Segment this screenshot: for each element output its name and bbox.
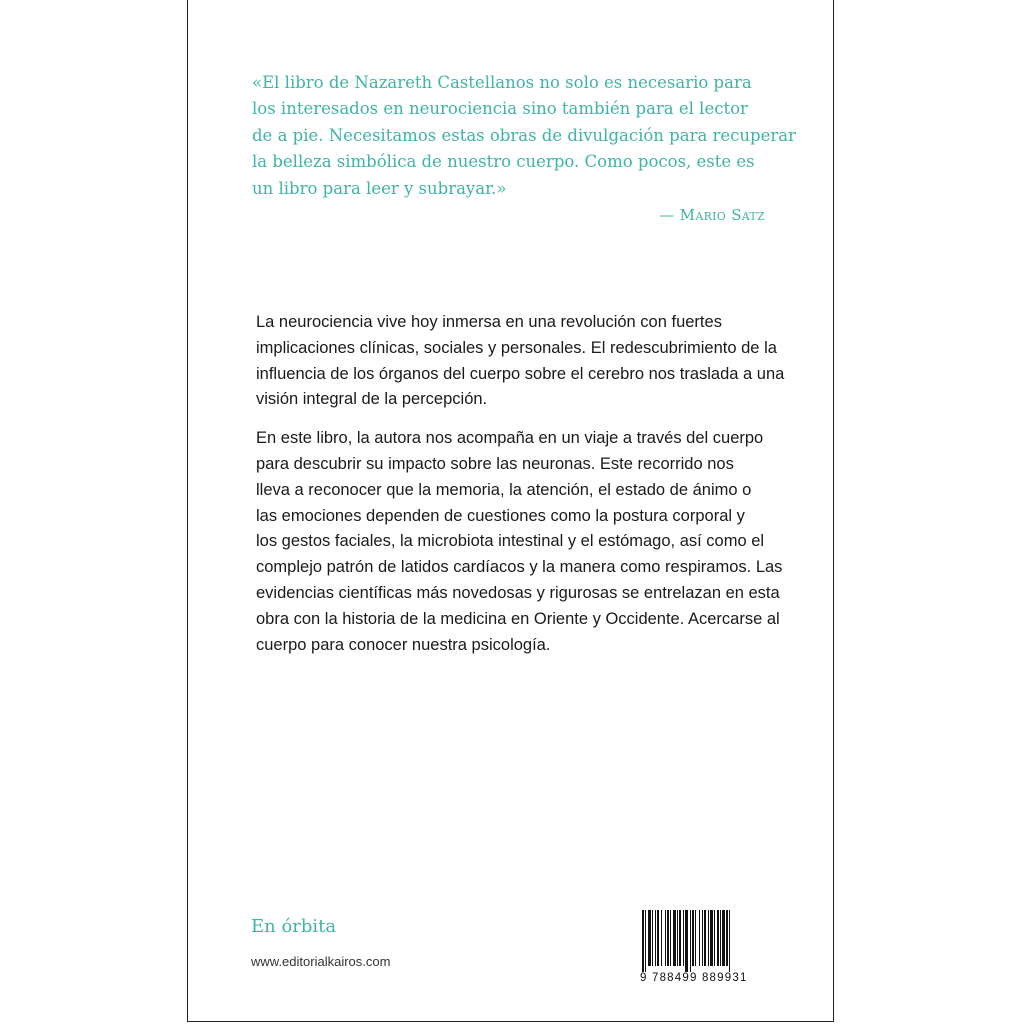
description-line: La neurociencia vive hoy inmersa en una revolución con fuertes	[256, 313, 722, 331]
isbn-number: 9 788499 889931	[640, 972, 748, 984]
quote-author	[659, 206, 765, 224]
barcode-bar	[667, 910, 669, 966]
barcode-bar	[710, 910, 713, 966]
description-line: para descubrir su impacto sobre las neuronas. Este recorrido nos	[256, 454, 734, 473]
book-back-cover	[187, 0, 834, 1022]
barcode-bar	[708, 910, 709, 966]
barcode-bar	[677, 910, 678, 966]
publisher-website: www.editorialkairos.com	[251, 954, 391, 969]
barcode-bar	[645, 910, 646, 972]
description-line: visión integral de la percepción.	[256, 390, 488, 409]
description-line: complejo patrón de latidos cardíacos y la manera como respiramos. Las	[256, 558, 783, 577]
barcode-bar	[699, 910, 700, 966]
quote-line: la belleza simbólica de nuestro cuerpo. Como pocos, este es	[252, 152, 755, 172]
description-line: En este libro, la autora nos acompaña en un viaje a través del cuerpo	[256, 429, 764, 448]
quote-line: «El libro de Nazareth Castellanos no solo es necesario para	[252, 73, 752, 92]
barcode-bar	[665, 910, 666, 966]
description-paragraph-2	[256, 426, 796, 658]
barcode-bar	[717, 910, 719, 966]
author-name: Mario Satz	[679, 206, 765, 224]
description-line: lleva a reconocer que la memoria, la atención, el estado de ánimo o	[256, 480, 752, 499]
author-dash: —	[659, 206, 680, 224]
quote-line: un libro para leer y subrayar.»	[252, 178, 507, 198]
barcode-bar	[685, 910, 688, 972]
barcode-bar	[679, 910, 681, 966]
description-line: las emociones dependen de cuestiones como la postura corporal y	[256, 506, 745, 525]
barcode-bar	[661, 910, 662, 966]
barcode-bar	[683, 910, 684, 966]
barcode-bar	[695, 910, 696, 966]
barcode-bar	[657, 910, 659, 966]
barcode-bar	[704, 910, 706, 966]
barcode-bar	[642, 910, 644, 972]
barcode-bar	[722, 910, 725, 966]
barcode-bar	[726, 910, 728, 966]
description-line: evidencias científicas más novedosas y rigurosas se entrelazan en esta	[256, 583, 780, 602]
quote-line: los interesados en neurociencia sino también para el lector	[252, 99, 748, 119]
description-paragraph-1	[256, 310, 796, 413]
barcode-bar	[655, 910, 656, 966]
barcode-bar	[729, 910, 730, 972]
quote-line: de a pie. Necesitamos estas obras de divulgación para recuperar	[252, 125, 796, 145]
description-line: cuerpo para conocer nuestra psicología.	[256, 635, 551, 654]
description-line: influencia de los órganos del cuerpo sobre el cerebro nos traslada a una	[256, 364, 785, 383]
barcode-bar	[670, 910, 671, 966]
barcode-bar	[720, 910, 721, 966]
barcode-icon	[640, 910, 754, 972]
barcode-bar	[673, 910, 676, 966]
barcode-bar	[702, 910, 703, 966]
barcode-bar	[692, 910, 694, 966]
description-line: obra con la historia de la medicina en Oriente y Occidente. Acercarse al	[256, 609, 780, 628]
series-name: En órbita	[251, 916, 337, 937]
barcode-bar	[714, 910, 715, 966]
barcode-bar	[652, 910, 653, 966]
description-line: implicaciones clínicas, sociales y personales. El redescubrimiento de la	[256, 338, 777, 357]
endorsement-quote	[252, 70, 796, 202]
isbn-barcode	[640, 910, 754, 988]
description-line: los gestos faciales, la microbiota intestinal y el estómago, así como el	[256, 532, 765, 551]
barcode-bar	[648, 910, 651, 966]
barcode-bar	[690, 910, 691, 972]
book-description	[256, 310, 796, 658]
